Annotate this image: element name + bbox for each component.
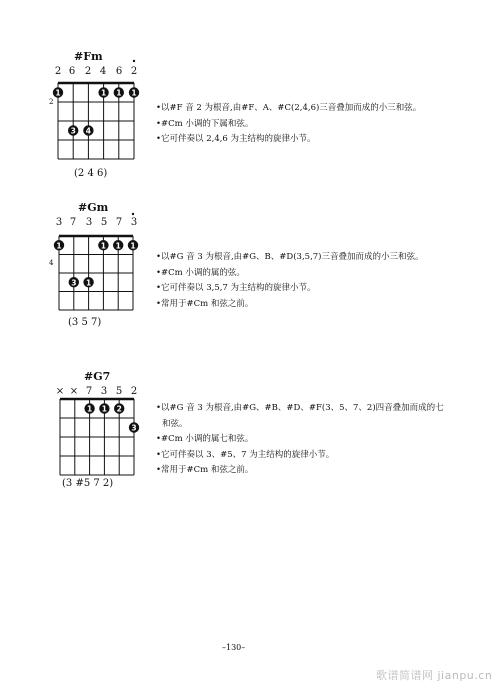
- description-line: •常用于#Cm 和弦之前。: [156, 465, 254, 476]
- description-line: •以#G 音 3 为根音,由#G、#B、#D、#F(3、5、7、2)四音叠加而成的七: [156, 403, 444, 413]
- chord-name: #Gm: [78, 201, 109, 214]
- chord-diagram: [58, 399, 136, 475]
- finger-number: 1: [100, 241, 107, 251]
- description-line: 和弦。: [162, 418, 188, 429]
- top-number: 2: [84, 66, 92, 77]
- top-number: 5: [115, 386, 123, 397]
- top-number: 5: [100, 217, 108, 228]
- top-dot: [132, 213, 134, 215]
- top-number: 3: [55, 217, 63, 228]
- top-number: 6: [115, 66, 123, 77]
- top-number: 2: [54, 66, 62, 77]
- finger-number: 1: [101, 404, 108, 414]
- finger-number: 1: [85, 278, 92, 288]
- finger-number: 1: [115, 241, 121, 251]
- chord-description: [156, 250, 486, 312]
- finger-number: 3: [70, 126, 76, 136]
- top-number: 6: [68, 66, 76, 77]
- fret-number: 2: [49, 98, 54, 106]
- top-number: 3: [130, 217, 138, 228]
- watermark: 歌谱简谱网 jianpu.cn: [376, 669, 493, 682]
- finger-number: 1: [100, 88, 107, 98]
- chord-diagram: [57, 236, 135, 310]
- chord-notes: (2 4 6): [74, 168, 108, 179]
- description-line: •它可伴奏以 2,4,6 为主结构的旋律小节。: [156, 134, 316, 145]
- top-number: 7: [69, 217, 77, 228]
- chord-diagram: [56, 83, 136, 159]
- finger-number: 4: [85, 126, 92, 136]
- chord-notes: (3 5 7): [68, 317, 102, 328]
- finger-number: 1: [130, 241, 136, 251]
- top-number: 3: [85, 217, 93, 228]
- top-number: 7: [115, 217, 123, 228]
- fret-number: 4: [49, 259, 54, 267]
- chord-notes: (3 #5 7 2): [62, 478, 114, 489]
- finger-number: 1: [86, 404, 93, 414]
- description-line: •它可伴奏以 3、#5、7 为主结构的旋律小节。: [156, 449, 335, 460]
- top-number: 2: [130, 66, 138, 77]
- top-number: 4: [99, 66, 107, 77]
- description-line: •#Cm 小调的属的弦。: [156, 267, 245, 278]
- top-dot: [133, 60, 135, 62]
- description-line: •常用于#Cm 和弦之前。: [156, 298, 254, 309]
- description-line: •以#F 音 2 为根音,由#F、A、#C(2,4,6)三音叠加而成的小三和弦。: [156, 103, 422, 113]
- chord-name: #Fm: [74, 50, 103, 63]
- finger-number: 1: [116, 88, 122, 98]
- chord-name: #G7: [84, 370, 111, 383]
- top-number: 2: [130, 386, 138, 397]
- top-number: ×: [55, 386, 65, 397]
- top-number: ×: [69, 386, 79, 397]
- chord-description: [156, 101, 486, 148]
- finger-number: 1: [56, 241, 62, 251]
- finger-number: 3: [131, 423, 137, 433]
- description-line: •#Cm 小调的下属和弦。: [156, 118, 254, 129]
- finger-number: 1: [131, 88, 137, 98]
- description-line: •#Cm 小调的属七和弦。: [156, 434, 254, 445]
- page-number: –130–: [222, 643, 246, 652]
- top-number: 7: [85, 386, 93, 397]
- top-number: 3: [100, 386, 108, 397]
- chord-description: [156, 401, 486, 479]
- finger-number: 1: [55, 88, 61, 98]
- description-line: •它可伴奏以 3,5,7 为主结构的旋律小节。: [156, 283, 316, 294]
- description-line: •以#G 音 3 为根音,由#G、B、#D(3,5,7)三音叠加而成的小三和弦。: [156, 252, 424, 262]
- finger-number: 2: [116, 404, 122, 414]
- finger-number: 3: [71, 278, 77, 288]
